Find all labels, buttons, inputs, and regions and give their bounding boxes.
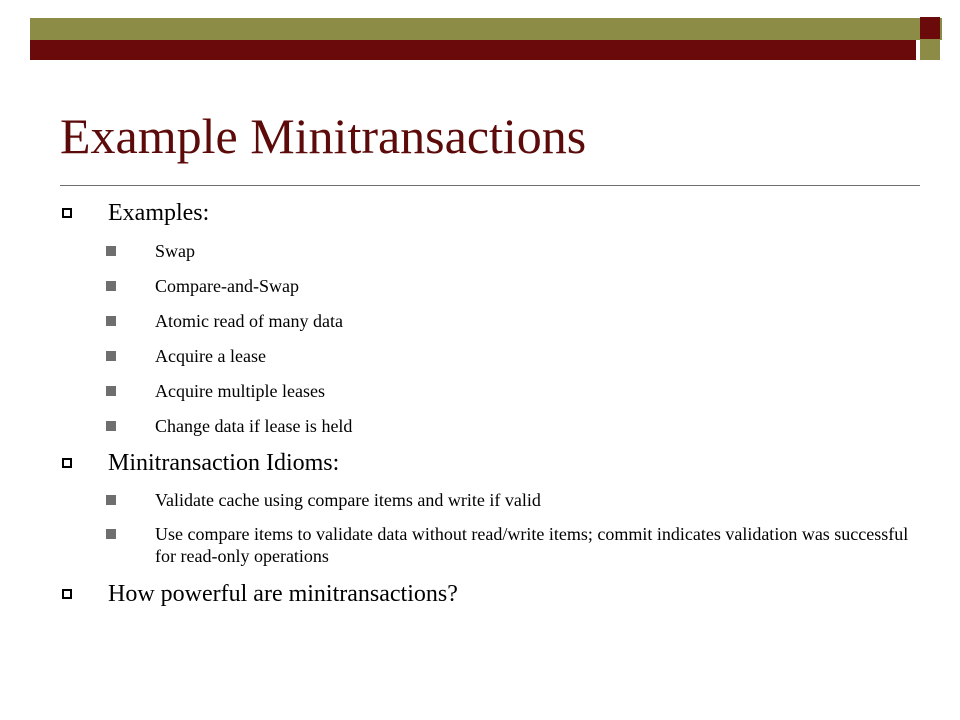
title-divider (60, 185, 920, 186)
header-bar-olive (30, 18, 942, 40)
square-bullet-icon (106, 421, 116, 431)
sub-bullet (60, 489, 920, 511)
square-bullet-icon (106, 316, 116, 326)
sub-bullet (60, 345, 920, 367)
sub-bullet-text: Change data if lease is held (155, 416, 353, 436)
corner-square-olive (920, 40, 940, 60)
square-bullet-icon (106, 351, 116, 361)
bullet-text: Minitransaction Idioms: (108, 450, 340, 476)
square-bullet-icon (106, 529, 116, 539)
sub-bullet-text: Acquire a lease (155, 346, 266, 366)
sub-bullet (60, 415, 920, 437)
square-bullet-icon (106, 495, 116, 505)
box-bullet-icon (62, 458, 72, 468)
box-bullet-icon (62, 208, 72, 218)
sub-bullet (60, 275, 920, 297)
slide-title: Example Minitransactions (60, 108, 587, 164)
sub-bullet (60, 310, 920, 332)
bullet-text: Examples: (108, 200, 210, 226)
square-bullet-icon (106, 246, 116, 256)
sub-bullet (60, 523, 920, 567)
square-bullet-icon (106, 386, 116, 396)
sub-bullet (60, 380, 920, 402)
sub-bullet (60, 240, 920, 262)
sub-bullet-text: Atomic read of many data (155, 311, 343, 331)
bullet-idioms (60, 448, 920, 478)
sub-bullet-text: Validate cache using compare items and write if valid (155, 490, 541, 510)
square-bullet-icon (106, 281, 116, 291)
bullet-examples (60, 198, 920, 228)
box-bullet-icon (62, 589, 72, 599)
corner-square-maroon (920, 17, 940, 39)
sub-bullet-text: Compare-and-Swap (155, 276, 299, 296)
bullet-how-powerful (60, 579, 920, 609)
sub-bullet-text: Swap (155, 241, 195, 261)
bullet-text: How powerful are minitransactions? (108, 581, 458, 607)
sub-bullet-text: Use compare items to validate data without read/write items; commit indicates validation was successful for read-only operations (155, 524, 909, 566)
sub-bullet-text: Acquire multiple leases (155, 381, 325, 401)
header-bar-maroon (30, 40, 916, 60)
slide-content (60, 198, 920, 609)
